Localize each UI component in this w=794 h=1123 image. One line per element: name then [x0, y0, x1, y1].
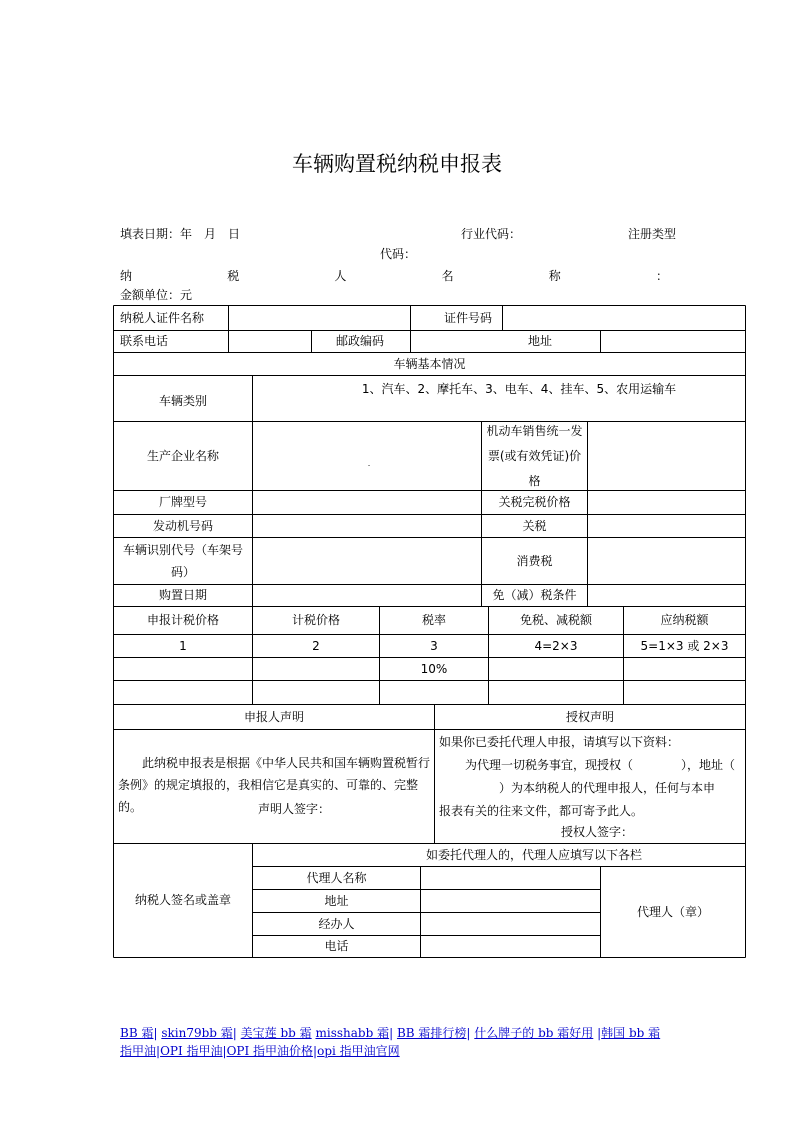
- id-number-field[interactable]: [503, 306, 745, 330]
- exemption-amount-field[interactable]: [489, 658, 623, 680]
- link-separator: |: [313, 1044, 318, 1058]
- taxable-price-field[interactable]: [253, 658, 379, 680]
- brand-model-label: 厂牌型号: [158, 495, 207, 509]
- footer-link[interactable]: 韩国 bb 霜: [601, 1026, 661, 1040]
- agent-address-field[interactable]: [421, 890, 600, 912]
- footer-link[interactable]: misshabb 霜: [315, 1026, 390, 1040]
- calc-index: 2: [312, 638, 320, 653]
- taxpayer-char: 人: [334, 269, 347, 283]
- address-label: 地址: [527, 334, 552, 348]
- link-separator: |: [232, 1026, 237, 1040]
- exemption-field[interactable]: [588, 585, 745, 606]
- authorization-line-3: ）为本纳税人的代理申报人，任何与本申: [439, 781, 716, 795]
- taxpayer-char: 名: [441, 269, 454, 283]
- manufacturer-field[interactable]: .: [367, 458, 371, 468]
- exemption-label: 免（减）税条件: [492, 588, 577, 602]
- authorization-line-4: 报表有关的往来文件，都可寄予此人。: [439, 804, 644, 818]
- link-separator: |: [222, 1044, 227, 1058]
- taxpayer-signature-label: 纳税人签名或盖章: [134, 893, 231, 907]
- phone-label: 联系电话: [120, 334, 169, 348]
- tariff-field[interactable]: [588, 515, 745, 537]
- taxpayer-id-name-label: 纳税人证件名称: [120, 310, 205, 325]
- purchase-date-label: 购置日期: [158, 588, 207, 602]
- declaration-sign: 声明人签字：: [258, 802, 331, 816]
- invoice-price-label: 机动车销售统一发票(或有效凭证)价格: [486, 423, 583, 488]
- footer-link[interactable]: opi 指甲油官网: [317, 1044, 400, 1058]
- link-separator: |: [389, 1026, 394, 1040]
- footer-link[interactable]: BB 霜排行榜: [396, 1026, 467, 1040]
- tax-payable-field[interactable]: [624, 658, 745, 680]
- authorization-sign: 授权人签字：: [561, 825, 634, 839]
- declaration-title: 申报人声明: [243, 709, 304, 724]
- authorization-title: 授权声明: [565, 709, 614, 724]
- calc-index: 1: [179, 638, 187, 653]
- id-number-label: 证件号码: [443, 310, 492, 325]
- taxpayer-char: ：: [655, 269, 668, 283]
- consumption-tax-label: 消费税: [516, 553, 553, 568]
- form-title: 车辆购置税纳税申报表: [292, 152, 502, 176]
- vehicle-type-options: 1、汽车、2、摩托车、3、电车、4、挂车、5、农用运输车: [361, 381, 677, 396]
- footer-link[interactable]: 什么牌子的 bb 霜好用: [474, 1026, 594, 1040]
- declaration-text: 此纳税申报表是根据《中华人民共和国车辆购置税暂行条例》的规定填报的，我相信它是真实的、可靠的、完整的。: [118, 756, 431, 814]
- link-separator: |: [156, 1044, 161, 1058]
- footer-link[interactable]: OPI 指甲油: [160, 1044, 223, 1058]
- fill-date: 填表日期：年 月 日: [120, 227, 241, 241]
- authorization-line-1: 如果你已委托代理人申报，请填写以下资料：: [439, 735, 680, 749]
- calc-index: 3: [430, 638, 438, 653]
- purchase-date-field[interactable]: [253, 585, 481, 606]
- calc-header: 计税价格: [291, 613, 340, 627]
- footer-link[interactable]: skin79bb 霜: [161, 1026, 233, 1040]
- address-field[interactable]: [601, 331, 745, 352]
- amount-unit: 金额单位：元: [120, 288, 193, 302]
- code-label: 代码：: [380, 247, 417, 261]
- industry-code: 行业代码：: [461, 227, 522, 241]
- agent-note: 如委托代理人的，代理人应填写以下各栏: [425, 847, 642, 862]
- consumption-tax-field[interactable]: [588, 538, 745, 584]
- registration-type: 注册类型: [628, 227, 677, 241]
- vehicle-info-heading: 车辆基本情况: [393, 356, 466, 371]
- link-separator: |: [597, 1026, 602, 1040]
- agent-phone-field[interactable]: [421, 936, 600, 957]
- footer-link[interactable]: 指甲油: [120, 1044, 157, 1058]
- agent-seal-label: 代理人（章）: [636, 904, 709, 919]
- calc-index: 4=2×3: [534, 638, 578, 653]
- agent-handler-label: 经办人: [318, 916, 355, 931]
- agent-handler-field[interactable]: [421, 913, 600, 935]
- footer-links: [120, 1024, 680, 1060]
- manufacturer-label: 生产企业名称: [146, 448, 219, 463]
- agent-address-label: 地址: [324, 893, 349, 908]
- calc-header: 免税、减税额: [519, 613, 592, 627]
- taxpayer-char: 称: [548, 269, 561, 283]
- calc-index: 5=1×3 或 2×3: [640, 638, 729, 653]
- taxpayer-id-name-field[interactable]: [229, 306, 410, 330]
- vin-label: 车辆识别代号（车架号码）: [122, 543, 243, 579]
- taxpayer-char: 税: [227, 269, 240, 283]
- zip-field[interactable]: [411, 331, 500, 352]
- invoice-price-field[interactable]: [588, 422, 745, 490]
- agent-name-field[interactable]: [421, 867, 600, 889]
- customs-price-label: 关税完税价格: [498, 495, 571, 509]
- taxpayer-char: 纳: [120, 269, 133, 283]
- authorization-line-2: 为代理一切税务事宜，现授权（ ），地址（: [465, 758, 736, 772]
- engine-number-label: 发动机号码: [152, 518, 213, 533]
- calc-header: 税率: [421, 613, 446, 627]
- vin-field[interactable]: [253, 538, 481, 584]
- link-separator: |: [466, 1026, 471, 1040]
- footer-link[interactable]: BB 霜: [120, 1026, 154, 1040]
- tariff-label: 关税: [522, 518, 547, 533]
- engine-number-field[interactable]: [253, 515, 481, 537]
- tax-rate-value: 10%: [420, 661, 448, 676]
- zip-label: 邮政编码: [335, 334, 384, 348]
- footer-link[interactable]: 美宝莲 bb 霜: [240, 1026, 312, 1040]
- phone-field[interactable]: [229, 331, 311, 352]
- link-separator: |: [153, 1026, 158, 1040]
- customs-price-field[interactable]: [588, 491, 745, 514]
- vehicle-type-label: 车辆类别: [158, 394, 207, 408]
- calc-header: 申报计税价格: [146, 613, 219, 627]
- declared-price-field[interactable]: [114, 658, 252, 680]
- brand-model-field[interactable]: [253, 491, 481, 514]
- agent-phone-label: 电话: [324, 939, 349, 953]
- footer-link[interactable]: OPI 指甲油价格: [226, 1044, 314, 1058]
- calc-header: 应纳税额: [660, 613, 709, 627]
- agent-name-label: 代理人名称: [306, 870, 367, 885]
